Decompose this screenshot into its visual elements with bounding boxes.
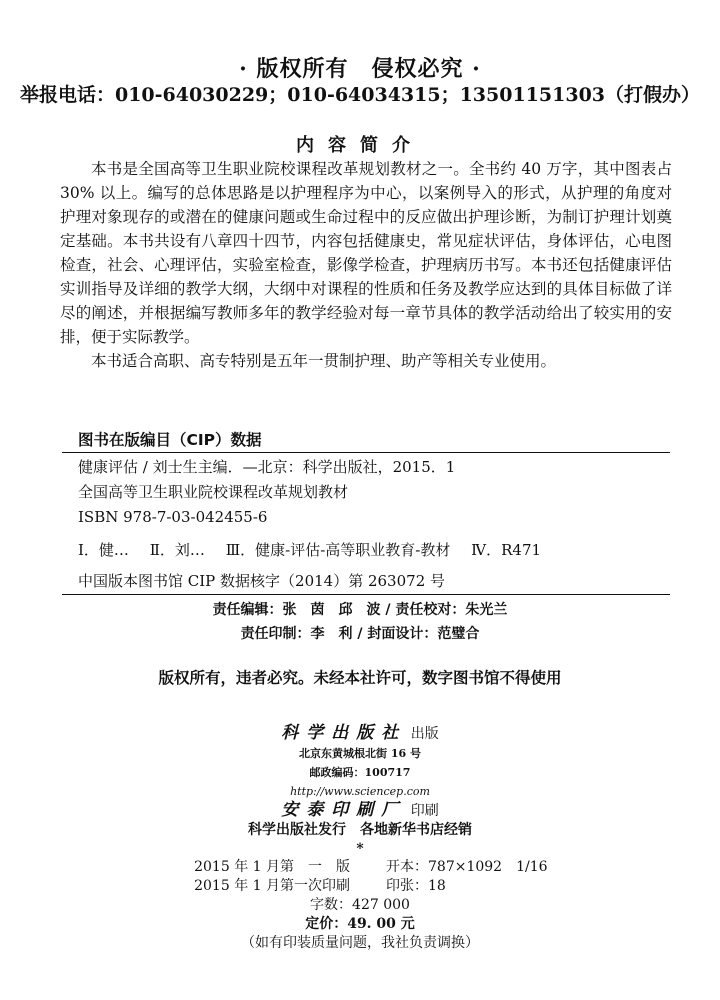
specs-row (0, 877, 720, 896)
publisher-role: 出版 (410, 726, 439, 742)
sheets-info: 印张：18 (386, 878, 446, 894)
publisher-address: 北京东黄城根北街 16 号 (299, 747, 421, 760)
distribution-line: 科学出版社发行 各地新华书店经销 (248, 822, 472, 838)
report-phone-line: 举报电话：010-64030229；010-64034315；13501151303（打假办） (19, 84, 701, 106)
printer-line (0, 801, 720, 821)
editors-line: 责任印制：李 利 / 封面设计：范璧合 (240, 626, 480, 642)
cip-record: 中国版本图书馆 CIP 数据核字（2014）第 263072 号 (78, 572, 446, 590)
specs-row (0, 858, 720, 877)
cip-classification (78, 538, 658, 563)
publisher-block (0, 724, 720, 859)
cip-class-item: Ⅲ．健康-评估-高等职业教育-教材 (225, 541, 451, 559)
cip-title: 图书在版编目（CIP）数据 (78, 431, 262, 449)
copyright-notice: 版权所有，违者必究。未经本社许可，数字图书馆不得使用 (158, 668, 562, 687)
price: 定价：49. 00 元 (305, 916, 415, 932)
intro-paragraph: 本书是全国高等卫生职业院校课程改革规划教材之一。全书约 40 万字，其中图表占 30% 以上。编写的总体思路是以护理程序为中心，以案例导入的形式，从护理的角度对护理对象现存的或潜在的健康问题或生命过程中的反应做出护理诊断，为制订护理计划奠定基础。本书共设有八章四十四节，内容包括健康史，常见症状评估，身体评估，心电图检查，社会、心理评估，实验室检查，影像学检查，护理病历书写。本书还包括健康评估实训指导及详细的教学大纲，大纲中对课程的性质和任务及教学应达到的具体目标做了详尽的阐述，并根据编写教师多年的教学经验对每一章节具体的教学活动给出了较实用的安排，便于实际教学。 (60, 160, 672, 346)
printer-name: 安泰印刷厂 (281, 800, 407, 820)
publisher-name: 科学出版社 (281, 723, 407, 743)
cip-class-item: Ⅱ．刘… (149, 541, 205, 559)
publisher-line (0, 724, 720, 744)
publisher-postcode: 邮政编码：100717 (309, 766, 411, 779)
edition-info: 2015 年 1 月第 一 版 (194, 859, 350, 875)
separator-star: * (356, 841, 364, 857)
printer-role: 印刷 (410, 803, 439, 819)
specs-block (0, 858, 720, 953)
printing-info: 2015 年 1 月第一次印刷 (194, 878, 350, 894)
intro-paragraph: 本书适合高职、高专特别是五年一贯制护理、助产等相关专业使用。 (91, 352, 557, 370)
cip-block (78, 455, 658, 594)
intro-body (60, 157, 672, 373)
copyright-title: · 版权所有 侵权必究 · (239, 56, 481, 82)
quality-note: （如有印装质量问题，我社负责调换） (241, 935, 479, 951)
intro-heading: 内容简介 (296, 135, 424, 156)
editors-block (0, 598, 720, 646)
cip-class-item: Ⅳ．R471 (471, 541, 542, 559)
cip-top-rule (62, 452, 670, 453)
cip-line: 全国高等卫生职业院校课程改革规划教材 (78, 483, 349, 501)
editors-line: 责任编辑：张 茵 邱 波 / 责任校对：朱光兰 (212, 602, 508, 618)
cip-class-item: Ⅰ．健… (78, 541, 129, 559)
publisher-url: http://www.sciencep.com (290, 785, 430, 798)
format-info: 开本：787×1092 1/16 (386, 859, 548, 875)
cip-line: 健康评估 / 刘士生主编．—北京：科学出版社，2015．1 (78, 458, 456, 476)
cip-bottom-rule (62, 594, 670, 595)
word-count: 字数：427 000 (310, 897, 410, 913)
cip-isbn: ISBN 978-7-03-042455-6 (78, 508, 268, 526)
